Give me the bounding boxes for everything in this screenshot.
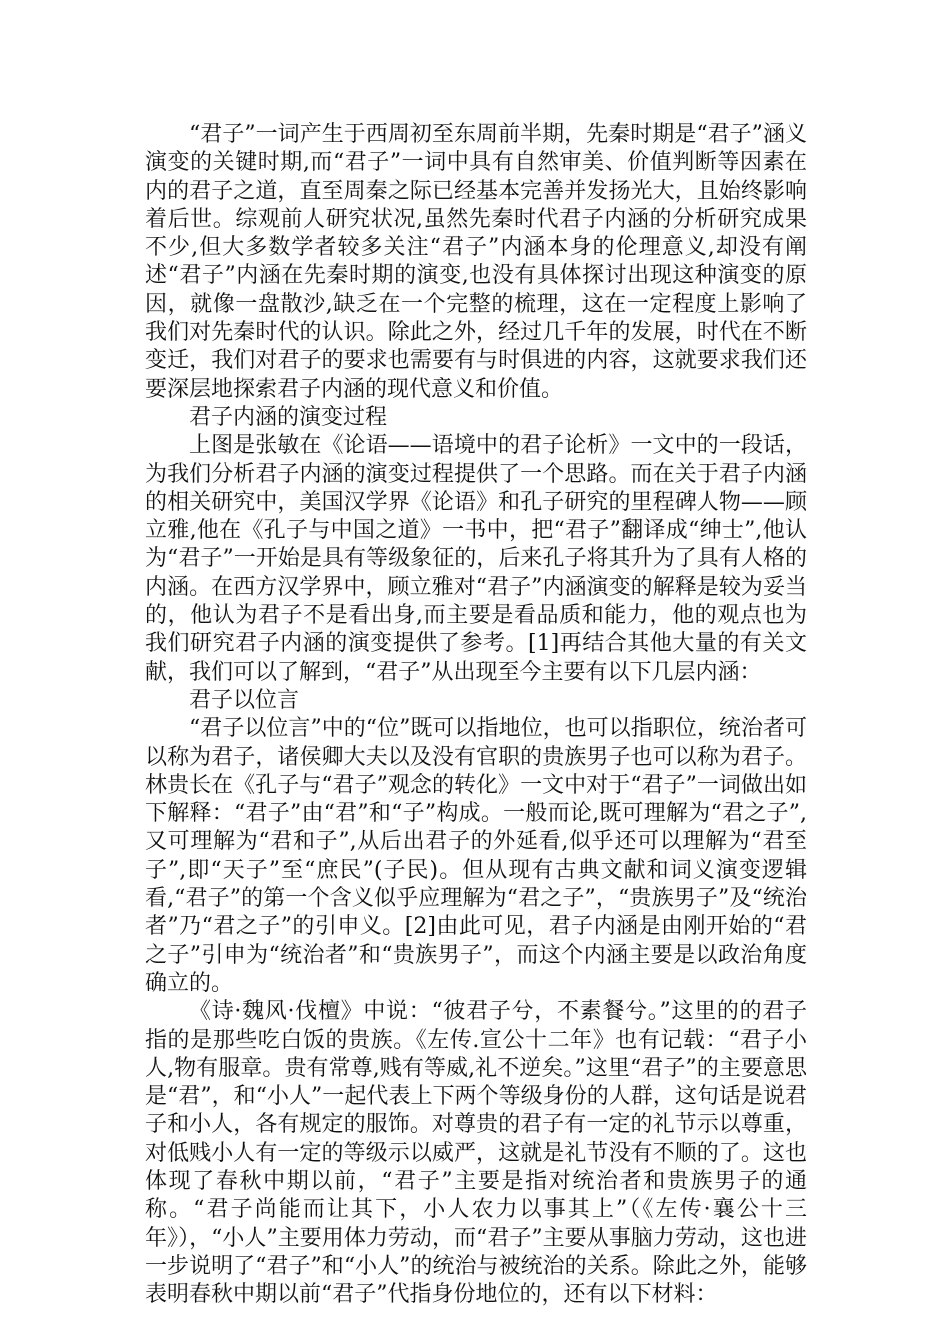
section-heading-position: 君子以位言 (189, 687, 300, 713)
evolution-paragraph: 上图是张敏在《论语——语境中的君子论析》一文中的一段话，为我们分析君子内涵的演变过程提供了一个思路。而在关于君子内涵的相关研究中，美国汉学界《论语》和孔子研究的里程碑人物——顾立雅,他在《孔子与中国之道》一书中，把“君子”翻译成“绅士”,他认为“君子”一开始是具有等级象征的，后来孔子将其升为了具有人格的内涵。在西方汉学界中，顾立雅对“君子”内涵演变的解释是较为妥当的，他认为君子不是看出身,而主要是看品质和能力，他的观点也为我们研究君子内涵的演变提供了参考。[1]再结合其他大量的有关文献，我们可以了解到，“君子”从出现至今主要有以下几层内涵： (145, 433, 807, 685)
shijing-paragraph: 《诗·魏风·伐檀》中说：“彼君子兮，不素餐兮。”这里的的君子指的是那些吃白饭的贵族。《左传.宣公十二年》也有记载：“君子小人,物有服章。贵有常尊,贱有等威,礼不逆矣。”这里“君子”的主要意思是“君”，和“小人”一起代表上下两个等级身份的人群，这句话是说君子和小人，各有规定的服饰。对尊贵的君子有一定的礼节示以尊重，对低贱小人有一定的等级示以威严，这就是礼节没有不顺的了。这也体现了春秋中期以前，“君子”主要是指对统治者和贵族男子的通称。“君子尚能而让其下，小人农力以事其上”（《左传·襄公十三年》），“小人”主要用体力劳动，而“君子”主要从事脑力劳动，这也进一步说明了“君子”和“小人”的统治与被统治的关系。除此之外，能够表明春秋中期以前“君子”代指身份地位的，还有以下材料： (145, 999, 807, 1308)
section-heading-evolution: 君子内涵的演变过程 (189, 404, 388, 430)
intro-paragraph: “君子”一词产生于西周初至东周前半期，先秦时期是“君子”涵义演变的关键时期,而“君子”一词中具有自然审美、价值判断等因素在内的君子之道，直至周秦之际已经基本完善并发扬光大，且始终影响着后世。综观前人研究状况,虽然先秦时代君子内涵的分析研究成果不少,但大多数学者较多关注“君子”内涵本身的伦理意义,却没有阐述“君子”内涵在先秦时期的演变,也没有具体探讨出现这种演变的原因，就像一盘散沙,缺乏在一个完整的梳理，这在一定程度上影响了我们对先秦时代的认识。除此之外，经过几千年的发展，时代在不断变迁，我们对君子的要求也需要有与时俱进的内容，这就要求我们还要深层地探索君子内涵的现代意义和价值。 (145, 122, 807, 402)
position-paragraph: “君子以位言”中的“位”既可以指地位，也可以指职位，统治者可以称为君子，诸侯卿大夫以及没有官职的贵族男子也可以称为君子。林贵长在《孔子与“君子”观念的转化》一文中对于“君子”一词做出如下解释：“君子”由“君”和“子”构成。一般而论,既可理解为“君之子”,又可理解为“君和子”,从后出君子的外延看,似乎还可以理解为“君至子”,即“天子”至“庶民”(子民)。但从现有古典文献和词义演变逻辑看,“君子”的第一个含义似乎应理解为“君之子”，“贵族男子”及“统治者”乃“君之子”的引申义。[2]由此可见，君子内涵是由刚开始的“君之子”引申为“统治者”和“贵族男子”，而这个内涵主要是以政治角度确立的。 (145, 716, 807, 996)
document-page (145, 121, 807, 1309)
